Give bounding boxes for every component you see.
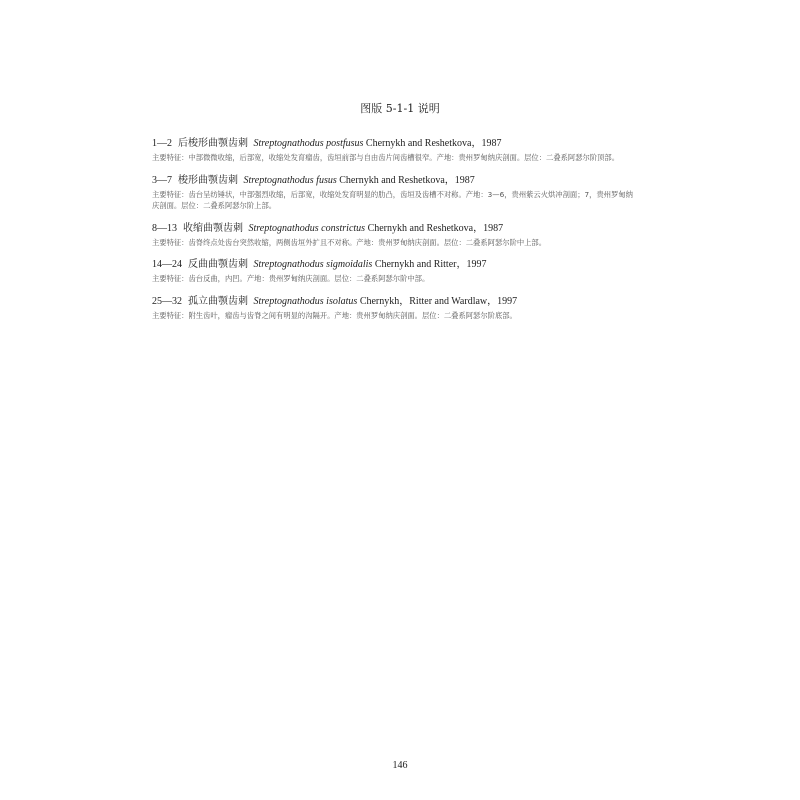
- species-description: 主要特征：齿脊终点处齿台突然收缩，两侧齿垣外扩且不对称。产地：贵州罗甸纳庆剖面。层位：二叠系阿瑟尔阶中上部。: [152, 237, 547, 247]
- species-scientific-name: Streptognathodus sigmoidalis: [253, 259, 373, 270]
- species-chinese-name: 收缩曲颚齿刺: [183, 222, 243, 234]
- species-scientific-name: Streptognathodus postfusus: [253, 138, 364, 149]
- figure-range: 14—24: [152, 259, 182, 270]
- plate-entries: [152, 137, 640, 331]
- species-entry: [152, 258, 640, 285]
- species-entry: [152, 137, 640, 164]
- figure-range: 8—13: [152, 222, 177, 234]
- plate-caption-title: 图版 5-1-1 说明: [360, 102, 440, 115]
- species-heading: [152, 222, 640, 236]
- species-chinese-name: 反曲曲颚齿刺: [188, 259, 248, 270]
- species-chinese-name: 梭形曲颚齿刺: [178, 174, 238, 186]
- species-entry: [152, 174, 640, 212]
- species-authors: Chernykh and Reshetkova，1987: [367, 222, 504, 234]
- species-authors: Chernykh and Ritter，1997: [374, 259, 487, 270]
- figure-range: 25—32: [152, 295, 182, 307]
- species-scientific-name: Streptognathodus constrictus: [248, 222, 366, 234]
- species-description: 主要特征：齿台呈纺锤状，中部强烈收缩，后部宽，收缩处发育明显的肋凸，齿垣及齿槽不对称。产地：3—6，贵州紫云火烘冲剖面；7，贵州罗甸纳庆剖面。层位：二叠系阿瑟尔阶上部。: [152, 189, 633, 210]
- species-chinese-name: 孤立曲颚齿刺: [188, 295, 248, 307]
- species-heading: [152, 295, 640, 309]
- species-authors: Chernykh and Reshetkova，1987: [365, 138, 502, 149]
- species-description: 主要特征：中部微微收缩，后部宽，收缩处发育瘤齿，齿垣前部与自由齿片间齿槽很窄。产地：贵州罗甸纳庆剖面。层位：二叠系阿瑟尔阶顶部。: [152, 153, 619, 162]
- species-entry: [152, 222, 640, 249]
- page-number: 146: [392, 760, 408, 771]
- species-heading: [152, 137, 640, 151]
- species-description: 主要特征：附生齿叶，瘤齿与齿脊之间有明显的沟隔开。产地：贵州罗甸纳庆剖面。层位：二叠系阿瑟尔阶底部。: [152, 310, 517, 320]
- species-authors: Chernykh and Reshetkova，1987: [339, 174, 475, 186]
- figure-range: 1—2: [152, 138, 172, 149]
- figure-range: 3—7: [152, 174, 172, 186]
- species-entry: [152, 295, 640, 322]
- species-heading: [152, 258, 640, 272]
- species-description: 主要特征：齿台反曲，内凹。产地：贵州罗甸纳庆剖面。层位：二叠系阿瑟尔阶中部。: [152, 274, 430, 283]
- species-authors: Chernykh，Ritter and Wardlaw，1997: [359, 295, 518, 307]
- species-chinese-name: 后梭形曲颚齿刺: [178, 138, 248, 149]
- species-scientific-name: Streptognathodus fusus: [243, 174, 337, 186]
- species-scientific-name: Streptognathodus isolatus: [253, 295, 358, 307]
- species-heading: [152, 174, 640, 188]
